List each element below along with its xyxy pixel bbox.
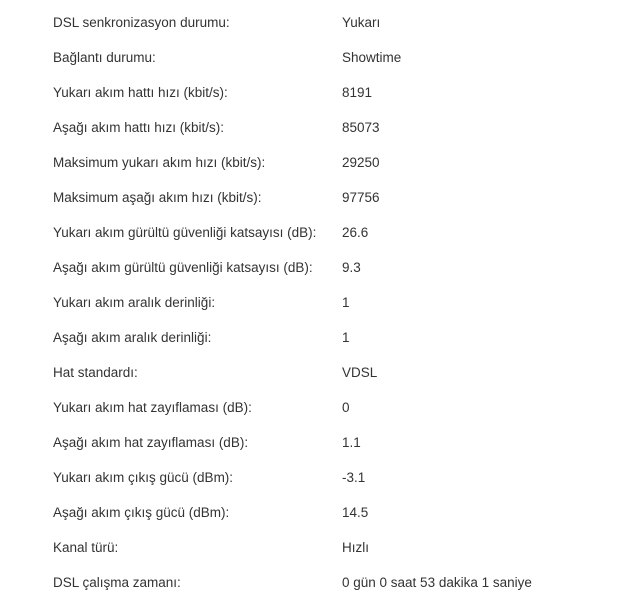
row-label: Maksimum yukarı akım hızı (kbit/s):: [53, 155, 266, 170]
row-label: Hat standardı:: [53, 365, 138, 380]
row-value: 26.6: [342, 225, 369, 240]
row-upstream-line-rate: [0, 75, 629, 110]
row-value: 1: [342, 295, 350, 310]
row-upstream-output-power: [0, 460, 629, 495]
row-value: Showtime: [342, 50, 402, 65]
row-downstream-attenuation: [0, 425, 629, 460]
row-max-upstream-rate: [0, 145, 629, 180]
row-label: Yukarı akım gürültü güvenliği katsayısı (dB):: [53, 225, 317, 240]
row-value: 97756: [342, 190, 380, 205]
row-label: DSL senkronizasyon durumu:: [53, 15, 230, 30]
row-value: VDSL: [342, 365, 378, 380]
row-label: DSL çalışma zamanı:: [53, 575, 181, 590]
row-value: -3.1: [342, 470, 366, 485]
row-label: Yukarı akım hat zayıflaması (dB):: [53, 400, 252, 415]
row-label: Aşağı akım hat zayıflaması (dB):: [53, 435, 249, 450]
row-value: 0: [342, 400, 350, 415]
row-label: Yukarı akım aralık derinliği:: [53, 295, 216, 310]
row-label: Aşağı akım gürültü güvenliği katsayısı (dB):: [53, 260, 313, 275]
row-value: 1: [342, 330, 350, 345]
row-downstream-interleave-depth: [0, 320, 629, 355]
row-value: Hızlı: [342, 540, 369, 555]
row-label: Yukarı akım çıkış gücü (dBm):: [53, 470, 234, 485]
row-value: 8191: [342, 85, 373, 100]
row-dsl-sync-status: [0, 5, 629, 40]
row-upstream-attenuation: [0, 390, 629, 425]
row-value: 0 gün 0 saat 53 dakika 1 saniye: [342, 575, 532, 590]
row-upstream-snr-margin: [0, 215, 629, 250]
row-upstream-interleave-depth: [0, 285, 629, 320]
row-value: 1.1: [342, 435, 361, 450]
row-value: 9.3: [342, 260, 361, 275]
row-label: Aşağı akım hattı hızı (kbit/s):: [53, 120, 225, 135]
row-max-downstream-rate: [0, 180, 629, 215]
row-dsl-uptime: [0, 565, 629, 600]
row-value: Yukarı: [342, 15, 381, 30]
row-label: Maksimum aşağı akım hızı (kbit/s):: [53, 190, 262, 205]
row-downstream-line-rate: [0, 110, 629, 145]
row-label: Yukarı akım hattı hızı (kbit/s):: [53, 85, 228, 100]
row-downstream-snr-margin: [0, 250, 629, 285]
row-label: Aşağı akım aralık derinliği:: [53, 330, 212, 345]
row-label: Aşağı akım çıkış gücü (dBm):: [53, 505, 230, 520]
row-value: 85073: [342, 120, 380, 135]
row-channel-type: [0, 530, 629, 565]
row-label: Bağlantı durumu:: [53, 50, 156, 65]
row-connection-status: [0, 40, 629, 75]
row-value: 29250: [342, 155, 380, 170]
row-downstream-output-power: [0, 495, 629, 530]
row-value: 14.5: [342, 505, 369, 520]
row-line-standard: [0, 355, 629, 390]
row-label: Kanal türü:: [53, 540, 119, 555]
